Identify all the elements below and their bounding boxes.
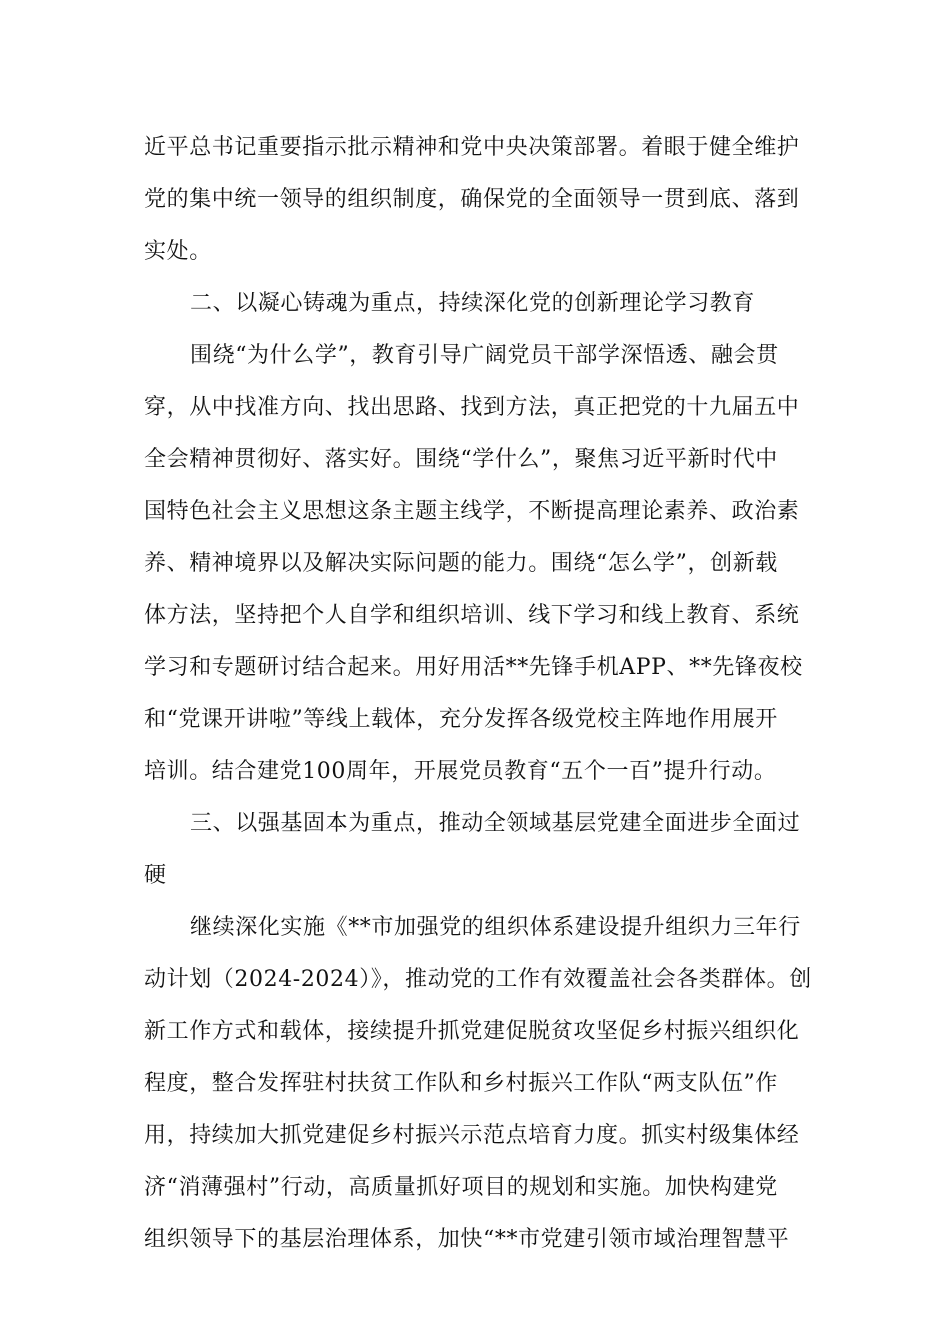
body-text-line: 动计划（2024-2024）》，推动党的工作有效覆盖社会各类群体。创: [144, 967, 812, 992]
body-text-line: 培训。结合建党100周年，开展党员教育“五个一百”提升行动。: [144, 759, 777, 784]
body-text-line: 用，持续加大抓党建促乡村振兴示范点培育力度。抓实村级集体经: [144, 1123, 800, 1148]
body-text-line: 继续深化实施《**市加强党的组织体系建设提升组织力三年行: [190, 915, 801, 940]
body-text-line: 近平总书记重要指示批示精神和党中央决策部署。着眼于健全维护: [144, 135, 800, 160]
body-text-line: 组织领导下的基层治理体系，加快“**市党建引领市域治理智慧平: [144, 1227, 790, 1252]
body-text-line: 实处。: [144, 239, 212, 264]
body-text-line: 体方法，坚持把个人自学和组织培训、线下学习和线上教育、系统: [144, 603, 800, 628]
body-text-line: 学习和专题研讨结合起来。用好用活**先锋手机APP、**先锋夜校: [144, 655, 803, 680]
body-text-line: 济“消薄强村”行动，高质量抓好项目的规划和实施。加快构建党: [144, 1175, 778, 1200]
section-heading-3-continued: 硬: [144, 863, 167, 888]
body-text-line: 养、精神境界以及解决实际问题的能力。围绕“怎么学”，创新载: [144, 551, 778, 576]
body-text-line: 国特色社会主义思想这条主题主线学，不断提高理论素养、政治素: [144, 499, 800, 524]
section-heading-3: 三、以强基固本为重点，推动全领域基层党建全面进步全面过: [190, 811, 801, 836]
section-heading-2: 二、以凝心铸魂为重点，持续深化党的创新理论学习教育: [190, 291, 756, 316]
body-text-line: 新工作方式和载体，接续提升抓党建促脱贫攻坚促乡村振兴组织化: [144, 1019, 800, 1044]
body-text-line: 全会精神贯彻好、落实好。围绕“学什么”，聚焦习近平新时代中: [144, 447, 778, 472]
body-text-line: 围绕“为什么学”，教育引导广阔党员干部学深悟透、融会贯: [190, 343, 779, 368]
body-text-line: 穿，从中找准方向、找出思路、找到方法，真正把党的十九届五中: [144, 395, 800, 420]
body-text-line: 程度，整合发挥驻村扶贫工作队和乡村振兴工作队“两支队伍”作: [144, 1071, 778, 1096]
body-text-line: 和“党课开讲啦”等线上载体，充分发挥各级党校主阵地作用展开: [144, 707, 778, 732]
body-text-line: 党的集中统一领导的组织制度，确保党的全面领导一贯到底、落到: [144, 187, 800, 212]
